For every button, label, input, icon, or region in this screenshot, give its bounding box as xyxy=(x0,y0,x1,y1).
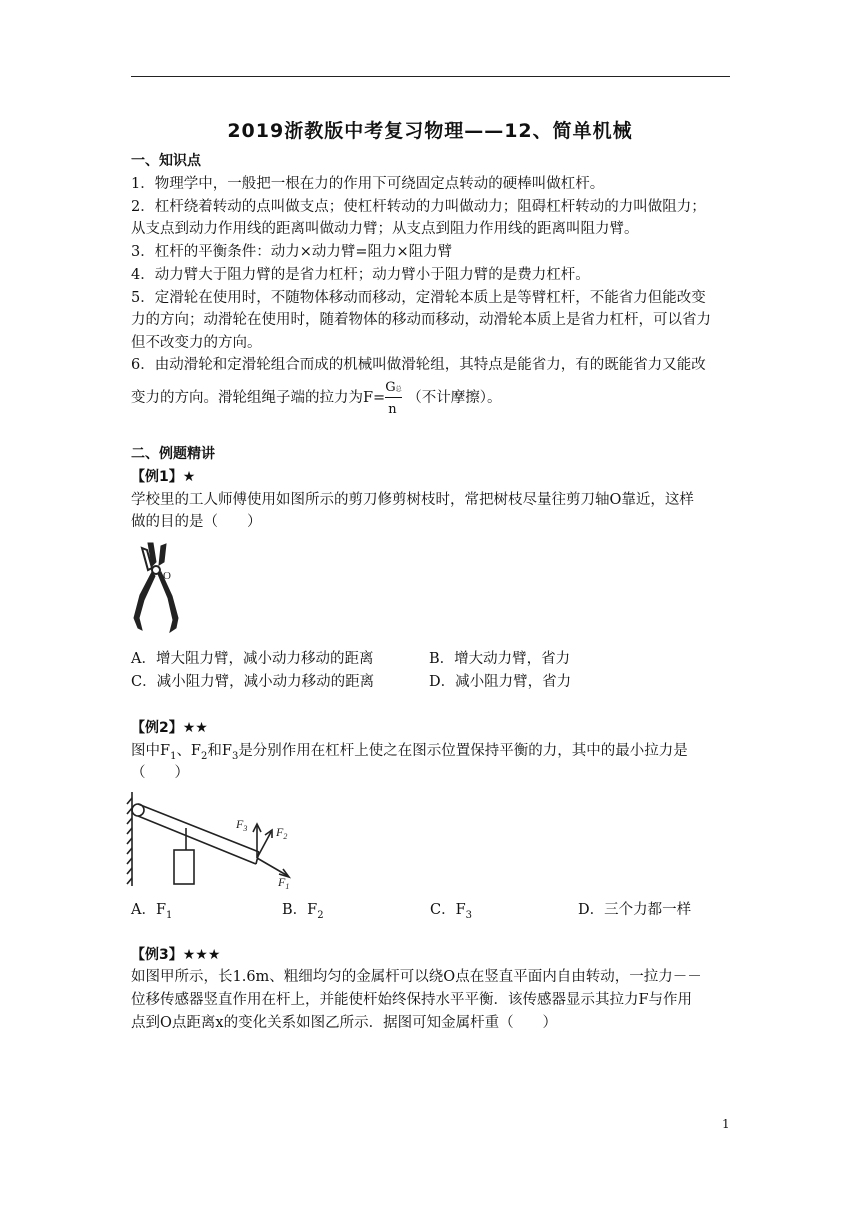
example2-option-a: A．$F_1$ xyxy=(131,902,173,921)
section-heading-knowledge: 一、知识点 xyxy=(131,153,201,169)
example3-label: 【例3】★★★ xyxy=(131,947,221,963)
fraction-denominator: n xyxy=(388,402,397,417)
knowledge-line-8: 但不改变力的方向。 xyxy=(131,335,262,351)
example2-text-2: （ ） xyxy=(131,765,189,781)
formula-text-before: 变力的方向。滑轮组绳子端的拉力为F= xyxy=(131,390,386,406)
example2-option-c: C．$F_3$ xyxy=(430,902,473,921)
pivot-label: O xyxy=(163,570,171,582)
example1-option-a: A．增大阻力臂，减小动力移动的距离 xyxy=(131,651,374,667)
fraction-numerator: G总 xyxy=(385,380,402,395)
knowledge-line-2: 2．杠杆绕着转动的点叫做支点；使杠杆转动的力叫做动力；阻碍杠杆转动的力叫做阻力； xyxy=(131,199,706,215)
scissors-figure xyxy=(128,540,188,636)
knowledge-line-1: 1．物理学中，一般把一根在力的作用下可绕固定点转动的硬棒叫做杠杆。 xyxy=(131,176,605,192)
example2-option-d: D．三个力都一样 xyxy=(578,902,692,918)
knowledge-line-4: 3．杠杆的平衡条件：动力×动力臂=阻力×阻力臂 xyxy=(131,244,453,260)
example1-option-d: D．减小阻力臂，省力 xyxy=(429,674,572,690)
page-number: 1 xyxy=(722,1117,730,1131)
knowledge-line-3: 从支点到动力作用线的距离叫做动力臂；从支点到阻力作用线的距离叫阻力臂。 xyxy=(131,221,639,237)
example1-option-c: C．减小阻力臂，减小动力移动的距离 xyxy=(131,674,375,690)
header-rule xyxy=(131,76,730,77)
fraction-bar xyxy=(385,397,402,398)
f3-label: $F_3$ xyxy=(236,817,248,833)
knowledge-line-9: 6．由动滑轮和定滑轮组合而成的机械叫做滑轮组，其特点是能省力，有的既能省力又能改 xyxy=(131,357,706,373)
f1-label: $F_1$ xyxy=(278,875,290,890)
page-title: 2019浙教版中考复习物理——12、简单机械 xyxy=(227,120,633,142)
example2-label: 【例2】★★ xyxy=(131,720,208,736)
lever-figure xyxy=(126,790,306,890)
numerator-subscript: 总 xyxy=(395,386,402,393)
example2-option-b: B．$F_2$ xyxy=(282,902,324,921)
example3-text-2: 位移传感器竖直作用在杆上，并能使杆始终保持水平平衡．该传感器显示其拉力F与作用 xyxy=(131,992,693,1008)
example3-text-1: 如图甲所示，长1.6m、粗细均匀的金属杆可以绕O点在竖直平面内自由转动，一拉力－－ xyxy=(131,969,702,985)
formula-text-after: （不计摩擦）。 xyxy=(407,390,502,406)
knowledge-line-6: 5．定滑轮在使用时，不随物体移动而移动，定滑轮本质上是等臂杠杆，不能省力但能改变 xyxy=(131,290,706,306)
section-heading-examples: 二、例题精讲 xyxy=(131,446,215,462)
knowledge-line-5: 4．动力臂大于阻力臂的是省力杠杆；动力臂小于阻力臂的是费力杠杆。 xyxy=(131,267,590,283)
example3-text-3: 点到O点距离x的变化关系如图乙所示．据图可知金属杆重（ ） xyxy=(131,1015,558,1031)
f2-label: $F_2$ xyxy=(276,825,288,841)
example1-label: 【例1】★ xyxy=(131,469,196,485)
example2-text-1: 图中$F_1$、$F_2$和$F_3$是分别作用在杠杆上使之在图示位置保持平衡的力，其中的最小拉力是 xyxy=(131,743,688,762)
example1-option-b: B．增大动力臂，省力 xyxy=(429,651,571,667)
knowledge-line-7: 力的方向；动滑轮在使用时，随着物体的移动而移动，动滑轮本质上是省力杠杆，可以省力 xyxy=(131,312,711,328)
formula-fraction xyxy=(385,380,403,417)
example1-text-1: 学校里的工人师傅使用如图所示的剪刀修剪树枝时，常把树枝尽量往剪刀轴O靠近，这样 xyxy=(131,492,694,508)
formula-line xyxy=(131,380,502,417)
example1-text-2: 做的目的是（ ） xyxy=(131,514,262,530)
